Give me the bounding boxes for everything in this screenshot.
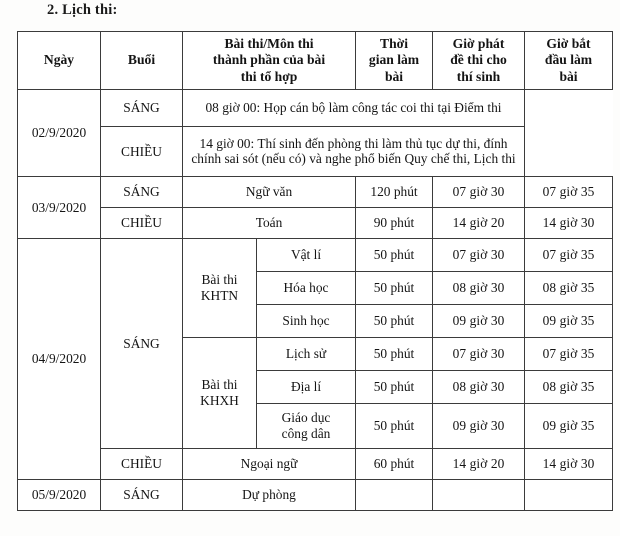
column-header-bai-thi-line3: thi tổ hợp [240,68,298,84]
table-row [18,126,613,176]
cell-note-afternoon-line2: chính sai sót (nếu có) và nghe phổ biến Quy chế thi, Lịch thi [191,151,516,167]
cell-duration: 50 phút [356,403,433,448]
cell-session-sang: SÁNG [101,176,183,207]
cell-subject-gdcd-line1: Giáo dục [281,410,331,426]
cell-duration: 50 phút [356,370,433,403]
cell-duration: 50 phút [356,238,433,271]
cell-start-time: 14 giờ 30 [525,207,613,238]
cell-session-chieu: CHIỀU [101,207,183,238]
column-header-gio-bat-dau-line1: Giờ bắt [546,36,591,51]
table-row [18,89,613,126]
table-header [18,32,613,90]
cell-handout-time: 14 giờ 20 [433,207,525,238]
cell-handout-time: 07 giờ 30 [433,176,525,207]
cell-start-time: 09 giờ 35 [525,304,613,337]
column-header-gio-phat-de-line2: đề thi cho [450,52,507,68]
column-header-gio-bat-dau-line2: đầu làm [544,52,593,68]
column-header-gio-phat-de-line1: Giờ phát [452,36,505,51]
cell-duration: 50 phút [356,271,433,304]
exam-schedule-table-wrapper [17,31,612,511]
column-header-thoi-gian-line2: gian làm [368,52,420,68]
cell-session-chieu: CHIỀU [101,448,183,479]
cell-group-khtn-line1: Bài thi [201,272,238,288]
column-header-buoi: Buổi [101,32,183,90]
cell-handout-time: 07 giờ 30 [433,238,525,271]
cell-handout-time: 09 giờ 30 [433,304,525,337]
cell-handout-time [433,479,525,510]
column-header-gio-bat-dau-line3: bài [559,68,578,84]
table-row [18,207,613,238]
cell-subject-ngu-van: Ngữ văn [183,176,356,207]
cell-start-time: 08 giờ 35 [525,271,613,304]
cell-start-time [525,479,613,510]
column-header-thoi-gian [356,32,433,90]
cell-duration: 120 phút [356,176,433,207]
cell-note-afternoon-line1: 14 giờ 00: Thí sinh đến phòng thi làm thủ tục dự thi, đính [199,135,508,151]
cell-duration [356,479,433,510]
cell-subject-gdcd-line2: công dân [281,425,331,441]
cell-subject-vat-li: Vật lí [257,238,356,271]
cell-start-time: 07 giờ 35 [525,176,613,207]
cell-subject-dia-li: Địa lí [257,370,356,403]
cell-start-time: 14 giờ 30 [525,448,613,479]
cell-group-khxh-line2: KHXH [200,392,239,408]
cell-subject-toan: Toán [183,207,356,238]
column-header-gio-phat-de-line3: thí sinh [456,68,501,84]
column-header-gio-bat-dau [525,32,613,90]
cell-duration: 50 phút [356,337,433,370]
cell-subject-hoa-hoc: Hóa học [257,271,356,304]
table-row [18,479,613,510]
cell-date-02-09: 02/9/2020 [18,89,101,176]
cell-start-time: 09 giờ 35 [525,403,613,448]
column-header-thoi-gian-line3: bài [384,68,404,84]
column-header-bai-thi [183,32,356,90]
table-body [18,89,613,510]
cell-subject-sinh-hoc: Sinh học [257,304,356,337]
exam-schedule-table [17,31,613,511]
cell-group-khtn-line2: KHTN [200,287,239,303]
cell-session-chieu: CHIỀU [101,126,183,176]
column-header-thoi-gian-line1: Thời [380,36,408,51]
cell-session-sang: SÁNG [101,89,183,126]
cell-session-sang: SÁNG [101,479,183,510]
cell-date-03-09: 03/9/2020 [18,176,101,238]
table-row [18,176,613,207]
cell-handout-time: 08 giờ 30 [433,271,525,304]
cell-note-afternoon [183,126,525,176]
table-row [18,448,613,479]
cell-session-sang: SÁNG [101,238,183,448]
cell-start-time: 08 giờ 35 [525,370,613,403]
cell-handout-time: 07 giờ 30 [433,337,525,370]
cell-group-khxh-line1: Bài thi [201,377,238,393]
table-row [18,238,613,271]
cell-date-05-09: 05/9/2020 [18,479,101,510]
page-title: 2. Lịch thi: [47,2,118,18]
cell-duration: 60 phút [356,448,433,479]
cell-handout-time: 08 giờ 30 [433,370,525,403]
cell-subject-lich-su: Lịch sử [257,337,356,370]
cell-duration: 50 phút [356,304,433,337]
table-header-row [18,32,613,90]
cell-duration: 90 phút [356,207,433,238]
cell-subject-ngoai-ngu: Ngoại ngữ [183,448,356,479]
column-header-ngay: Ngày [18,32,101,90]
cell-subject-giao-duc-cong-dan [257,403,356,448]
column-header-gio-phat-de [433,32,525,90]
cell-group-khtn [183,238,257,337]
cell-start-time: 07 giờ 35 [525,337,613,370]
cell-handout-time: 14 giờ 20 [433,448,525,479]
cell-note-morning: 08 giờ 00: Họp cán bộ làm công tác coi thi tại Điểm thi [183,89,525,126]
cell-date-04-09: 04/9/2020 [18,238,101,479]
cell-start-time: 07 giờ 35 [525,238,613,271]
column-header-bai-thi-line1: Bài thi/Môn thi [224,36,314,51]
column-header-bai-thi-line2: thành phần của bài [212,52,326,68]
cell-handout-time: 09 giờ 30 [433,403,525,448]
cell-subject-du-phong: Dự phòng [183,479,356,510]
cell-group-khxh [183,337,257,448]
